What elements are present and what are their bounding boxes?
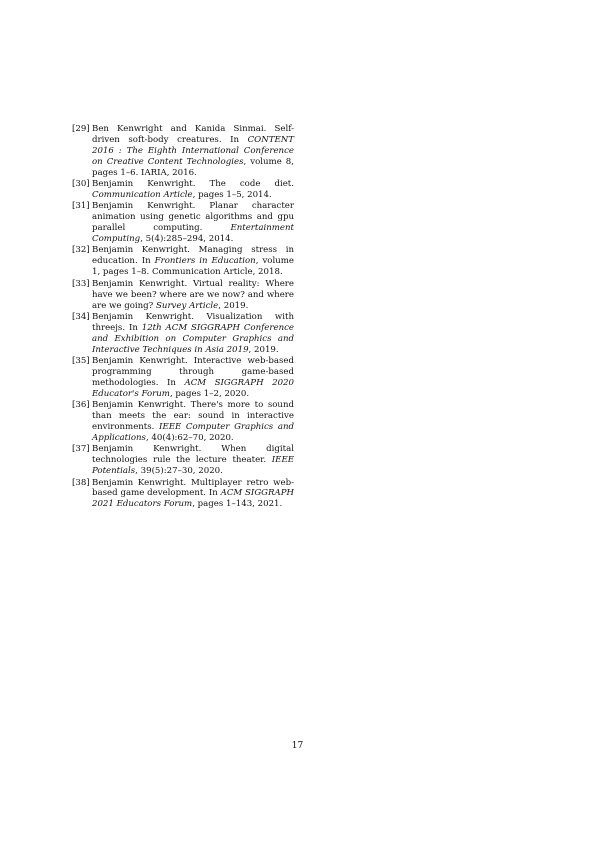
reference-number: [35] [72, 356, 90, 367]
reference-segment: Benjamin Kenwright. Interactive web-based programming through game-based methodologies. In [92, 356, 294, 388]
reference-number: [33] [72, 278, 90, 289]
reference-venue: 12th ACM SIGGRAPH Conference and Exhibition on Computer Graphics and Interactive Techniques in Asia 2019 [92, 322, 295, 355]
reference-segment: , volume 1, pages 1–8. Communication Article, 2018. [92, 256, 294, 278]
reference-segment: Benjamin Kenwright. When digital technologies rule the lecture theater. [92, 444, 294, 466]
reference-number: [36] [72, 400, 90, 411]
reference-item [72, 356, 294, 400]
reference-segment: Benjamin Kenwright. The code diet. [92, 179, 294, 190]
reference-venue: IEEE Computer Graphics and Applications [92, 421, 294, 443]
reference-number: [32] [72, 245, 90, 256]
reference-item [72, 279, 294, 312]
reference-segment: , 5(4):285–294, 2014. [140, 234, 234, 245]
reference-venue: ACM SIGGRAPH 2020 Educator's Forum [92, 377, 294, 399]
reference-text [92, 444, 294, 476]
reference-venue: Frontiers in Education [154, 256, 256, 267]
reference-segment: Benjamin Kenwright. There's more to sound than meets the ear: sound in interactive environments. [92, 400, 294, 432]
reference-venue: CONTENT 2016 : The Eighth International Conference on Creative Content Technologies [92, 134, 294, 167]
reference-text [92, 201, 294, 244]
reference-item [72, 478, 294, 511]
reference-venue: Communication Article [92, 189, 193, 200]
reference-text [92, 312, 294, 355]
reference-number: [37] [72, 444, 90, 455]
reference-segment: , pages 1–143, 2021. [192, 499, 283, 510]
reference-number: [31] [72, 201, 90, 212]
reference-item [72, 201, 294, 245]
reference-segment: , 2019. [248, 344, 279, 355]
reference-number: [30] [72, 179, 90, 190]
reference-text [92, 245, 294, 277]
reference-text [92, 478, 294, 510]
reference-item [72, 312, 294, 356]
reference-segment: Benjamin Kenwright. Planar character animation using genetic algorithms and gpu parallel computing. [92, 201, 294, 234]
page-number: 17 [291, 741, 304, 751]
reference-segment: , 2019. [218, 300, 249, 311]
reference-text [92, 124, 294, 178]
reference-venue: Entertainment Computing [92, 223, 294, 245]
reference-segment: , 40(4):62–70, 2020. [145, 432, 234, 443]
reference-text [92, 179, 294, 200]
reference-segment: Benjamin Kenwright. Visualization with threejs. In [92, 311, 294, 333]
reference-venue: IEEE Potentials [92, 455, 294, 477]
reference-segment: Benjamin Kenwright. Managing stress in education. In [92, 245, 294, 267]
reference-segment: , volume 8, pages 1–6. IARIA, 2016. [92, 156, 294, 178]
reference-item [72, 245, 294, 278]
reference-number: [38] [72, 477, 90, 488]
reference-venue: Survey Article [156, 300, 219, 311]
reference-segment: Ben Kenwright and Kanida Sinmai. Self-driven soft-body creatures. In [92, 124, 294, 145]
reference-venue: ACM SIGGRAPH 2021 Educators Forum [92, 488, 294, 510]
reference-text [92, 279, 294, 311]
reference-item [72, 124, 294, 179]
reference-number: [34] [72, 311, 90, 322]
reference-segment: , pages 1–2, 2020. [169, 388, 250, 399]
reference-segment: Benjamin Kenwright. Virtual reality: Where have we been? where are we now? and where are we going? [92, 278, 294, 311]
reference-segment: , 39(5):27–30, 2020. [135, 466, 223, 477]
reference-item [72, 444, 294, 477]
reference-list [72, 124, 294, 511]
reference-item [72, 179, 294, 201]
reference-text [92, 400, 294, 443]
reference-text [92, 356, 294, 399]
reference-segment: , pages 1–5, 2014. [192, 189, 272, 200]
reference-item [72, 400, 294, 444]
reference-segment: Benjamin Kenwright. Multiplayer retro web-based game development. In [92, 477, 294, 499]
reference-number: [29] [72, 124, 90, 134]
